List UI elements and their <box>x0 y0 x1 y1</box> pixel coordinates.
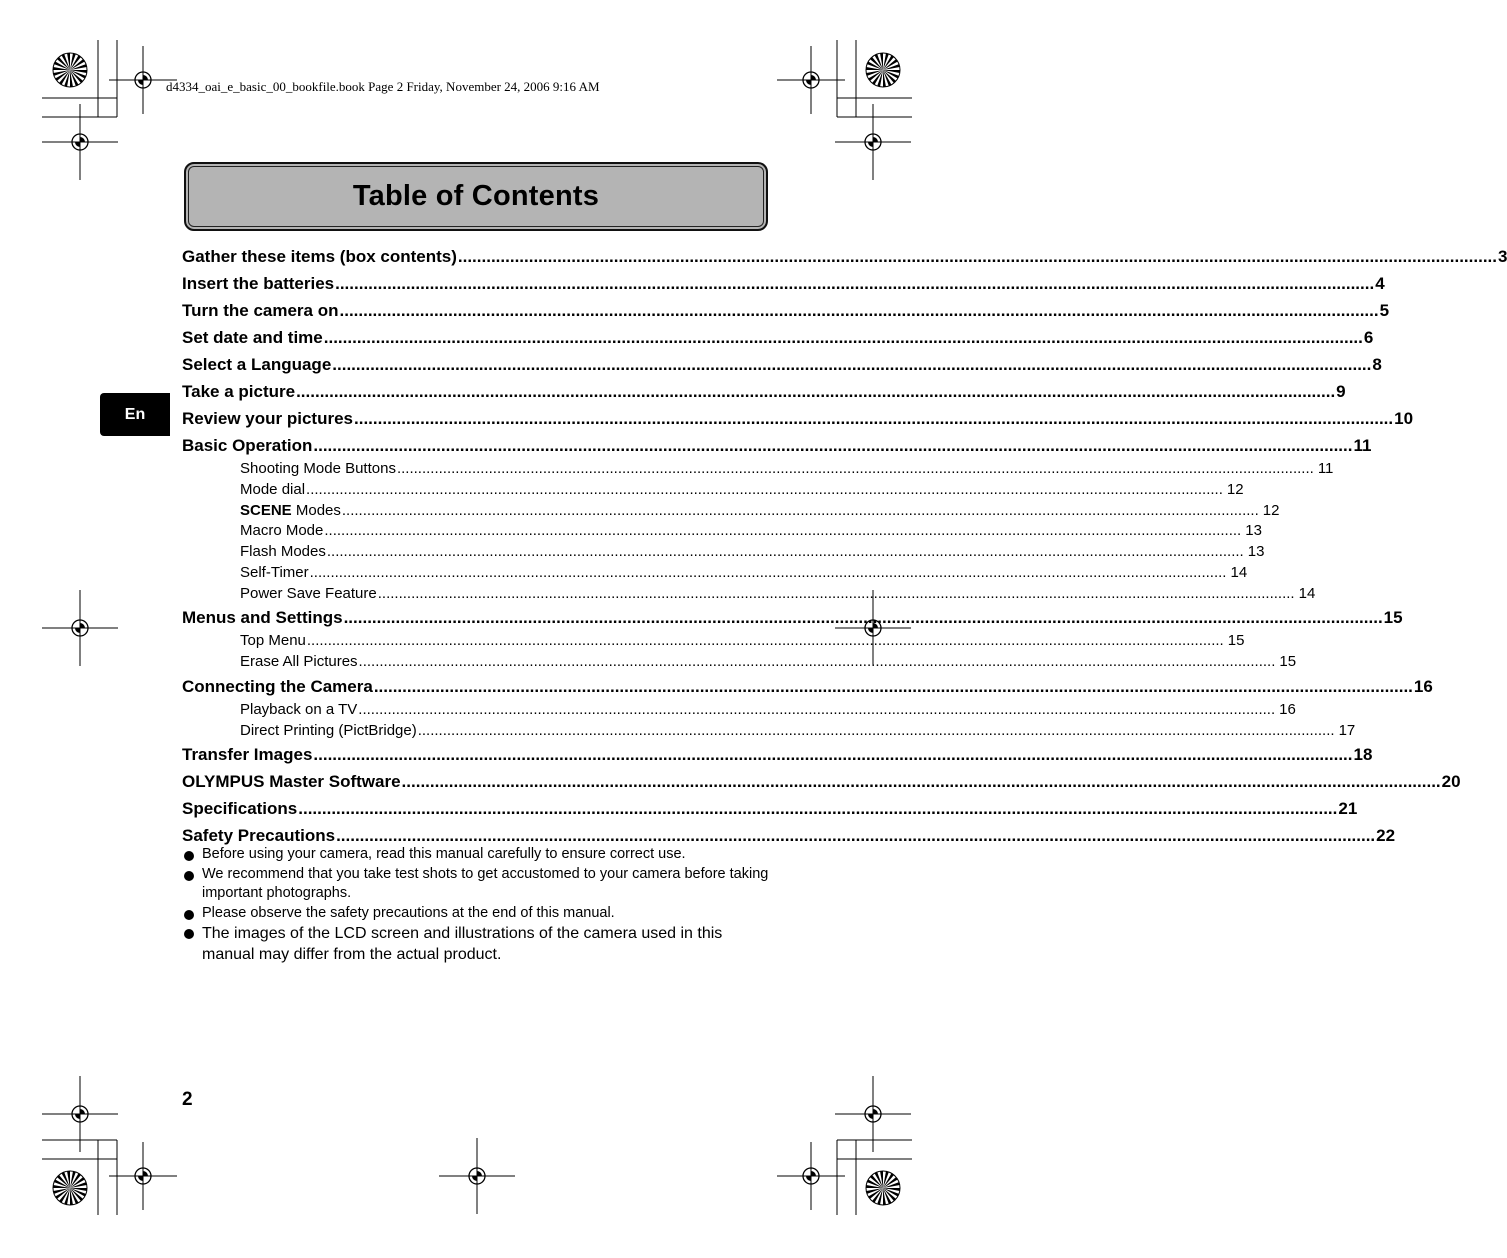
toc-subentry <box>182 459 1334 480</box>
toc-entry-label: Self-Timer <box>240 563 309 581</box>
page-number: 2 <box>182 1089 193 1110</box>
toc-entry <box>182 378 1346 405</box>
toc-subentry <box>182 480 1244 501</box>
toc-page-number: 10 <box>1394 409 1414 428</box>
dot-leader: ............................................................................................................................................................................................................................ <box>298 799 1338 819</box>
toc-entry-label: Set date and time <box>182 328 323 347</box>
note-text: Before using your camera, read this manual carefully to ensure correct use. <box>202 846 686 862</box>
toc-entry-label: Transfer Images <box>182 745 313 765</box>
title-box <box>184 162 768 231</box>
toc-entry-label: Insert the batteries <box>182 274 335 293</box>
toc-entry-label: Review your pictures <box>182 409 354 428</box>
toc-entry-label: Select a Language <box>182 355 332 374</box>
toc-entry-label-rest: Modes <box>291 501 341 519</box>
toc-entry <box>182 673 1433 700</box>
language-tab: En <box>100 393 170 436</box>
toc-entry-label: Turn the camera on <box>182 301 339 320</box>
toc-entry-label: Erase All Pictures <box>240 653 358 670</box>
toc-subentry <box>182 521 1262 542</box>
toc-subentry <box>182 631 1245 652</box>
toc-page-number: 21 <box>1338 799 1358 819</box>
note-item <box>182 904 774 924</box>
toc-page-number: 3 <box>1497 247 1507 266</box>
toc-page-number: 15 <box>1227 632 1245 650</box>
toc-page-number: 4 <box>1375 274 1385 293</box>
toc-entry <box>182 270 1385 297</box>
toc-page-number: 5 <box>1379 301 1390 320</box>
toc-entry <box>182 324 1374 351</box>
toc-entry-label: Connecting the Camera <box>182 676 373 696</box>
toc-subentry <box>182 700 1296 721</box>
dot-leader: ............................................................................................................................................................................................................................ <box>343 608 1383 628</box>
toc-subentry <box>182 721 1356 742</box>
dot-leader: ............................................................................................................................................................................................................................ <box>457 247 1497 266</box>
toc-entry-label: Menus and Settings <box>182 608 343 628</box>
toc-page-number: 15 <box>1383 608 1403 628</box>
toc-page-number: 15 <box>1279 653 1297 670</box>
dot-leader: ............................................................................................................................................................................................................................ <box>306 632 1224 650</box>
toc-entry-label <box>240 501 341 522</box>
note-text: We recommend that you take test shots to get accustomed to your camera before taking important photographs. <box>202 865 769 902</box>
dot-leader: ............................................................................................................................................................................................................................ <box>354 409 1394 428</box>
dot-leader: ............................................................................................................................................................................................................................ <box>335 274 1375 293</box>
toc-entry <box>182 741 1373 768</box>
print-header: d4334_oai_e_basic_00_bookfile.book Page 2 Friday, November 24, 2006 9:16 AM <box>166 79 600 94</box>
toc-subentry <box>182 563 1248 584</box>
bullet-icon <box>184 929 194 939</box>
toc-entry-label: Gather these items (box contents) <box>182 247 457 266</box>
dot-leader: ............................................................................................................................................................................................................................ <box>336 826 1376 846</box>
dot-leader: ............................................................................................................................................................................................................................ <box>324 522 1242 540</box>
toc-entry <box>182 795 1358 822</box>
dot-leader: ............................................................................................................................................................................................................................ <box>323 328 1363 347</box>
dot-leader: ............................................................................................................................................................................................................................ <box>417 721 1335 739</box>
bullet-icon <box>184 871 194 881</box>
star-target-mark <box>53 1171 87 1205</box>
note-text: Please observe the safety precautions at the end of this manual. <box>202 904 615 921</box>
toc-entry-label: Direct Printing (PictBridge) <box>240 721 417 739</box>
star-target-mark <box>53 53 87 87</box>
toc-entry <box>182 604 1403 631</box>
dot-leader: ............................................................................................................................................................................................................................ <box>332 355 1372 374</box>
note-text: The images of the LCD screen and illustrations of the camera used in this manual may differ from the actual product. <box>202 925 723 964</box>
notes-list <box>182 845 774 965</box>
toc-entry-label: Take a picture <box>182 382 296 401</box>
bullet-icon <box>184 910 194 920</box>
toc-page-number: 16 <box>1279 700 1296 718</box>
dot-leader: ............................................................................................................................................................................................................................ <box>358 653 1276 670</box>
toc-page-number: 12 <box>1226 480 1244 498</box>
toc-entry-label: Safety Precautions <box>182 826 336 846</box>
toc-entry-label: OLYMPUS Master Software <box>182 772 401 792</box>
toc-entry <box>182 351 1382 378</box>
toc-page-number: 6 <box>1363 328 1374 347</box>
toc-entry-label: Macro Mode <box>240 522 324 540</box>
toc-entry <box>182 243 1507 270</box>
dot-leader: ............................................................................................................................................................................................................................ <box>313 436 1353 455</box>
dot-leader: ............................................................................................................................................................................................................................ <box>377 584 1295 602</box>
star-target-mark <box>866 1171 900 1205</box>
toc-page-number: 13 <box>1247 543 1265 560</box>
toc-entry-label: Shooting Mode Buttons <box>240 460 396 477</box>
toc-entry-label: Flash Modes <box>240 543 326 560</box>
dot-leader: ............................................................................................................................................................................................................................ <box>396 460 1314 477</box>
toc-subentry <box>182 652 1297 673</box>
toc-page-number: 18 <box>1353 745 1373 765</box>
toc-entry-label: Mode dial <box>240 480 306 498</box>
toc-entry-label: Basic Operation <box>182 436 313 455</box>
toc-page-number: 16 <box>1413 676 1433 696</box>
toc-page-number: 20 <box>1441 772 1461 792</box>
dot-leader: ............................................................................................................................................................................................................................ <box>401 772 1441 792</box>
dot-leader: ............................................................................................................................................................................................................................ <box>306 480 1223 498</box>
note-item <box>182 865 774 904</box>
dot-leader: ............................................................................................................................................................................................................................ <box>339 301 1379 320</box>
dot-leader: ............................................................................................................................................................................................................................ <box>373 676 1413 696</box>
toc-entry-label: Power Save Feature <box>240 584 377 602</box>
toc-entry <box>182 405 1414 432</box>
note-item <box>182 845 774 865</box>
toc-page-number: 14 <box>1230 563 1248 581</box>
toc-subentry <box>182 542 1265 563</box>
page-title: Table of Contents <box>352 180 600 212</box>
toc-page-number: 17 <box>1338 721 1356 739</box>
toc-entry <box>182 432 1372 459</box>
star-target-mark <box>866 53 900 87</box>
toc-subentry <box>182 501 1280 522</box>
toc-entry <box>182 297 1390 324</box>
table-of-contents <box>182 243 1507 849</box>
toc-page-number: 11 <box>1317 460 1334 477</box>
toc-entry-label: Top Menu <box>240 632 306 650</box>
bullet-icon <box>184 851 194 861</box>
toc-entry <box>182 768 1461 795</box>
dot-leader: ............................................................................................................................................................................................................................ <box>341 501 1259 519</box>
toc-page-number: 9 <box>1336 382 1346 401</box>
toc-entry-label: Specifications <box>182 799 298 819</box>
toc-page-number: 11 <box>1353 436 1372 455</box>
note-item <box>182 923 774 965</box>
toc-entry-label: Playback on a TV <box>240 700 358 718</box>
dot-leader: ............................................................................................................................................................................................................................ <box>296 382 1336 401</box>
dot-leader: ............................................................................................................................................................................................................................ <box>309 563 1227 581</box>
dot-leader: ............................................................................................................................................................................................................................ <box>358 700 1276 718</box>
dot-leader: ............................................................................................................................................................................................................................ <box>313 745 1353 765</box>
scene-mode-label: SCENE <box>240 501 292 519</box>
toc-page-number: 13 <box>1245 522 1262 540</box>
toc-page-number: 14 <box>1298 584 1316 602</box>
toc-subentry <box>182 584 1316 605</box>
toc-page-number: 22 <box>1376 826 1396 846</box>
toc-page-number: 12 <box>1262 501 1280 519</box>
dot-leader: ............................................................................................................................................................................................................................ <box>326 543 1244 560</box>
toc-page-number: 8 <box>1372 355 1382 374</box>
